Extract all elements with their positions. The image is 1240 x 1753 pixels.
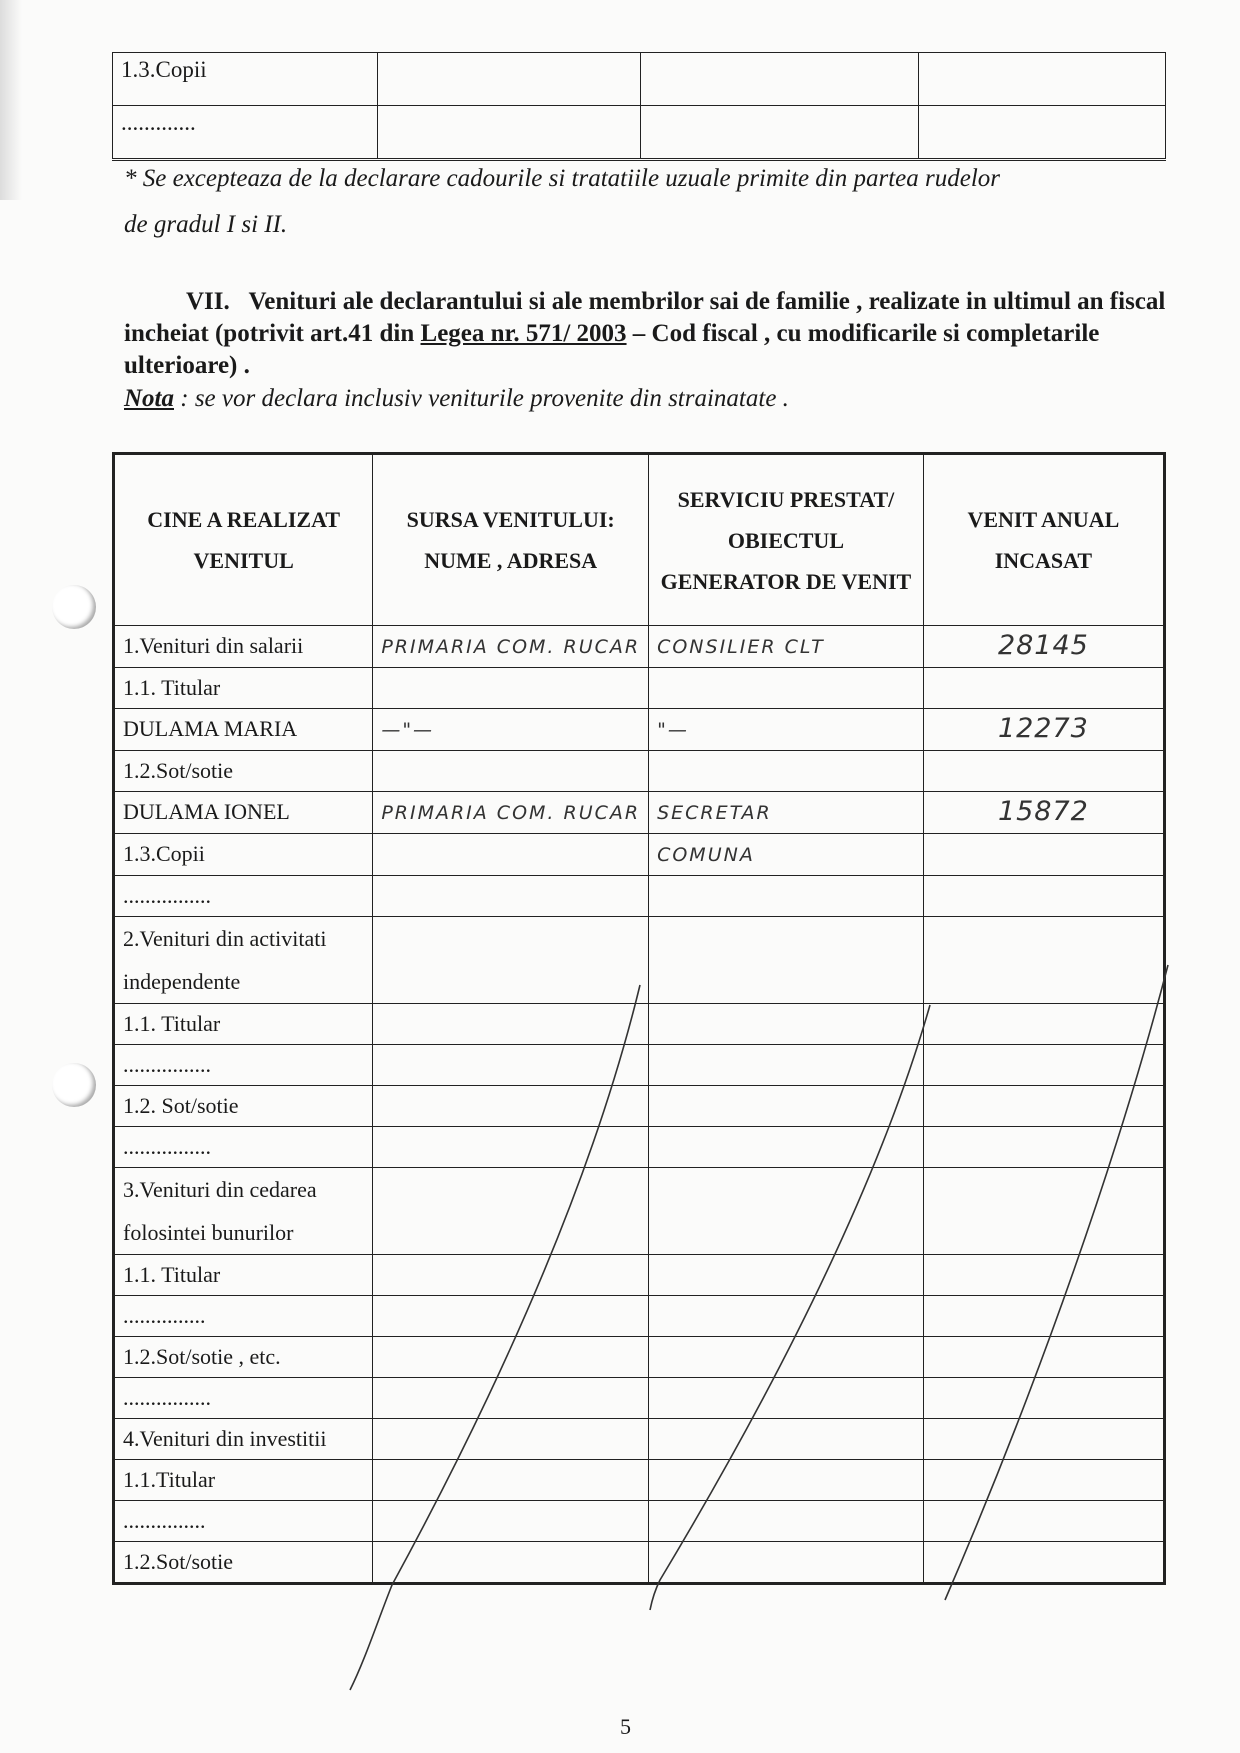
table-cell	[378, 106, 641, 160]
source-cell	[373, 1296, 649, 1337]
row-label: 1.3.Copii	[113, 53, 378, 106]
nota-label: Nota	[124, 385, 174, 412]
table-row	[114, 834, 1165, 876]
row-label-text: ................	[123, 1134, 211, 1159]
header-source: SURSA VENITULUI: NUME , ADRESA	[373, 454, 649, 626]
scan-edge-shadow	[0, 0, 22, 200]
income-cell	[923, 1419, 1164, 1460]
income-cell-text: 15872	[997, 796, 1089, 827]
source-cell	[373, 1045, 649, 1086]
source-cell	[373, 668, 649, 709]
source-cell	[373, 1419, 649, 1460]
table-row	[113, 53, 1166, 106]
source-cell	[373, 1255, 649, 1296]
source-cell	[373, 834, 649, 876]
law-reference: Legea nr. 571/ 2003	[420, 320, 627, 347]
row-label-text: ................	[123, 883, 211, 908]
income-cell	[923, 709, 1164, 751]
service-cell	[649, 1419, 924, 1460]
row-label	[114, 626, 373, 668]
service-cell	[649, 1337, 924, 1378]
row-label	[114, 1337, 373, 1378]
service-cell-text: SECRETAR	[657, 802, 772, 824]
source-cell	[373, 1337, 649, 1378]
service-cell	[649, 1168, 924, 1255]
row-label	[114, 1045, 373, 1086]
service-cell	[649, 1378, 924, 1419]
row-label-text: ...............	[123, 1303, 206, 1328]
table-cell	[640, 53, 918, 106]
income-cell	[923, 917, 1164, 1004]
service-cell	[649, 751, 924, 792]
source-cell	[373, 751, 649, 792]
table-row	[114, 751, 1165, 792]
section-text-a: Venituri ale declarantului si ale membrilor sai de familie , realizate in ultimul an fiscal incheiat (potrivit art.41 din	[124, 288, 1166, 347]
row-label-text: 1.2.Sot/sotie	[123, 758, 234, 783]
source-cell-text: PRIMARIA COM. RUCAR	[381, 636, 641, 658]
service-cell	[649, 1045, 924, 1086]
source-cell-text: PRIMARIA COM. RUCAR	[381, 802, 641, 824]
row-label	[114, 834, 373, 876]
header-who: CINE A REALIZAT VENITUL	[114, 454, 373, 626]
service-cell	[649, 876, 924, 917]
table-cell	[919, 106, 1166, 160]
header-income: VENIT ANUAL INCASAT	[923, 454, 1164, 626]
table-row	[114, 1460, 1165, 1501]
row-label-text: ................	[123, 1052, 211, 1077]
header-service: SERVICIU PRESTAT/ OBIECTUL GENERATOR DE VENIT	[649, 454, 924, 626]
income-cell-text: 12273	[997, 713, 1089, 744]
source-cell	[373, 1004, 649, 1045]
table-row	[114, 917, 1165, 1004]
source-cell-text: —"—	[381, 719, 435, 741]
row-label-text: DULAMA IONEL	[123, 799, 290, 824]
income-cell	[923, 626, 1164, 668]
service-cell-text: "—	[657, 719, 689, 741]
service-cell	[649, 834, 924, 876]
source-cell	[373, 1086, 649, 1127]
table-row	[114, 1255, 1165, 1296]
income-cell	[923, 1296, 1164, 1337]
table-cell	[640, 106, 918, 160]
income-cell	[923, 834, 1164, 876]
row-label-text: 1.Venituri din salarii	[123, 633, 304, 658]
row-label	[114, 1378, 373, 1419]
row-label-text: 4.Venituri din investitii	[123, 1426, 327, 1451]
source-cell	[373, 1542, 649, 1584]
row-label	[114, 1296, 373, 1337]
row-label	[114, 1168, 373, 1255]
section-numeral: VII.	[186, 288, 230, 315]
table-row	[114, 1296, 1165, 1337]
source-cell	[373, 626, 649, 668]
service-cell	[649, 1255, 924, 1296]
row-label	[114, 876, 373, 917]
source-cell	[373, 917, 649, 1004]
table-row	[114, 1086, 1165, 1127]
footnote-line-1: * Se excepteaza de la declarare cadourile si tratatiile uzuale primite din partea rudelor	[124, 165, 1001, 192]
source-cell	[373, 1168, 649, 1255]
nota-line	[124, 385, 789, 413]
section-heading	[124, 286, 1170, 382]
row-label-text: ................	[123, 1385, 211, 1410]
row-label-text: 1.2.Sot/sotie	[123, 1549, 234, 1574]
income-cell	[923, 1086, 1164, 1127]
row-label-text: 1.2. Sot/sotie	[123, 1093, 239, 1118]
service-cell	[649, 668, 924, 709]
row-label	[114, 1086, 373, 1127]
source-cell	[373, 709, 649, 751]
row-label: .............	[113, 106, 378, 160]
table-row	[114, 1004, 1165, 1045]
row-label-text: 1.1. Titular	[123, 1262, 221, 1287]
row-label-text: 1.3.Copii	[123, 841, 205, 866]
source-cell	[373, 1378, 649, 1419]
service-cell	[649, 709, 924, 751]
source-cell	[373, 1501, 649, 1542]
income-cell	[923, 1542, 1164, 1584]
row-label	[114, 1501, 373, 1542]
income-cell	[923, 668, 1164, 709]
table-cell	[919, 53, 1166, 106]
row-label	[114, 1127, 373, 1168]
table-row	[114, 709, 1165, 751]
service-cell	[649, 1542, 924, 1584]
source-cell	[373, 1127, 649, 1168]
service-cell	[649, 1086, 924, 1127]
source-cell	[373, 1460, 649, 1501]
punch-hole	[52, 1063, 96, 1107]
section-text-b: – Cod fiscal , cu modificarile si completarile ulterioare) .	[124, 320, 1100, 379]
income-cell	[923, 876, 1164, 917]
row-label	[114, 792, 373, 834]
service-cell	[649, 1296, 924, 1337]
table-cell	[378, 53, 641, 106]
table-row	[114, 1542, 1165, 1584]
table-row	[114, 1501, 1165, 1542]
table-row	[114, 876, 1165, 917]
row-label	[114, 917, 373, 1004]
income-cell	[923, 1127, 1164, 1168]
income-table	[112, 452, 1166, 1585]
service-cell	[649, 917, 924, 1004]
row-label-text: 1.1.Titular	[123, 1467, 216, 1492]
income-cell	[923, 1460, 1164, 1501]
source-cell	[373, 792, 649, 834]
table-row	[114, 626, 1165, 668]
income-cell-text: 28145	[997, 630, 1089, 661]
table-row	[114, 1127, 1165, 1168]
source-cell	[373, 876, 649, 917]
row-label-text: 1.1. Titular	[123, 675, 221, 700]
service-cell	[649, 626, 924, 668]
row-label-text: 1.1. Titular	[123, 1011, 221, 1036]
punch-hole	[52, 585, 96, 629]
row-label-text: 3.Venituri din cedarea folosintei bunurilor	[123, 1177, 317, 1245]
nota-text: : se vor declara inclusiv veniturile provenite din strainatate .	[174, 385, 789, 412]
page-number: 5	[620, 1714, 631, 1739]
row-label	[114, 1255, 373, 1296]
top-table	[112, 52, 1166, 161]
service-cell	[649, 1127, 924, 1168]
income-cell	[923, 1168, 1164, 1255]
row-label	[114, 709, 373, 751]
table-row	[113, 106, 1166, 160]
service-cell	[649, 1004, 924, 1045]
row-label	[114, 668, 373, 709]
table-row	[114, 792, 1165, 834]
table-row	[114, 1045, 1165, 1086]
row-label-text: 2.Venituri din activitati independente	[123, 926, 327, 994]
income-cell	[923, 1337, 1164, 1378]
service-cell	[649, 792, 924, 834]
service-cell	[649, 1501, 924, 1542]
income-cell	[923, 792, 1164, 834]
row-label	[114, 1542, 373, 1584]
service-cell-text: CONSILIER CLT	[657, 636, 825, 658]
income-cell	[923, 1255, 1164, 1296]
table-header-row	[114, 454, 1165, 626]
row-label	[114, 1004, 373, 1045]
service-cell-text: COMUNA	[657, 844, 755, 866]
service-cell	[649, 1460, 924, 1501]
row-label-text: DULAMA MARIA	[123, 716, 298, 741]
income-cell	[923, 1378, 1164, 1419]
table-row	[114, 1419, 1165, 1460]
table-row	[114, 1168, 1165, 1255]
row-label	[114, 751, 373, 792]
table-row	[114, 1378, 1165, 1419]
income-cell	[923, 1501, 1164, 1542]
income-cell	[923, 1045, 1164, 1086]
row-label-text: 1.2.Sot/sotie , etc.	[123, 1344, 281, 1369]
footnote-line-2: de gradul I si II.	[124, 211, 288, 238]
row-label	[114, 1460, 373, 1501]
row-label	[114, 1419, 373, 1460]
income-cell	[923, 1004, 1164, 1045]
table-row	[114, 668, 1165, 709]
row-label-text: ...............	[123, 1508, 206, 1533]
table-row	[114, 1337, 1165, 1378]
income-cell	[923, 751, 1164, 792]
